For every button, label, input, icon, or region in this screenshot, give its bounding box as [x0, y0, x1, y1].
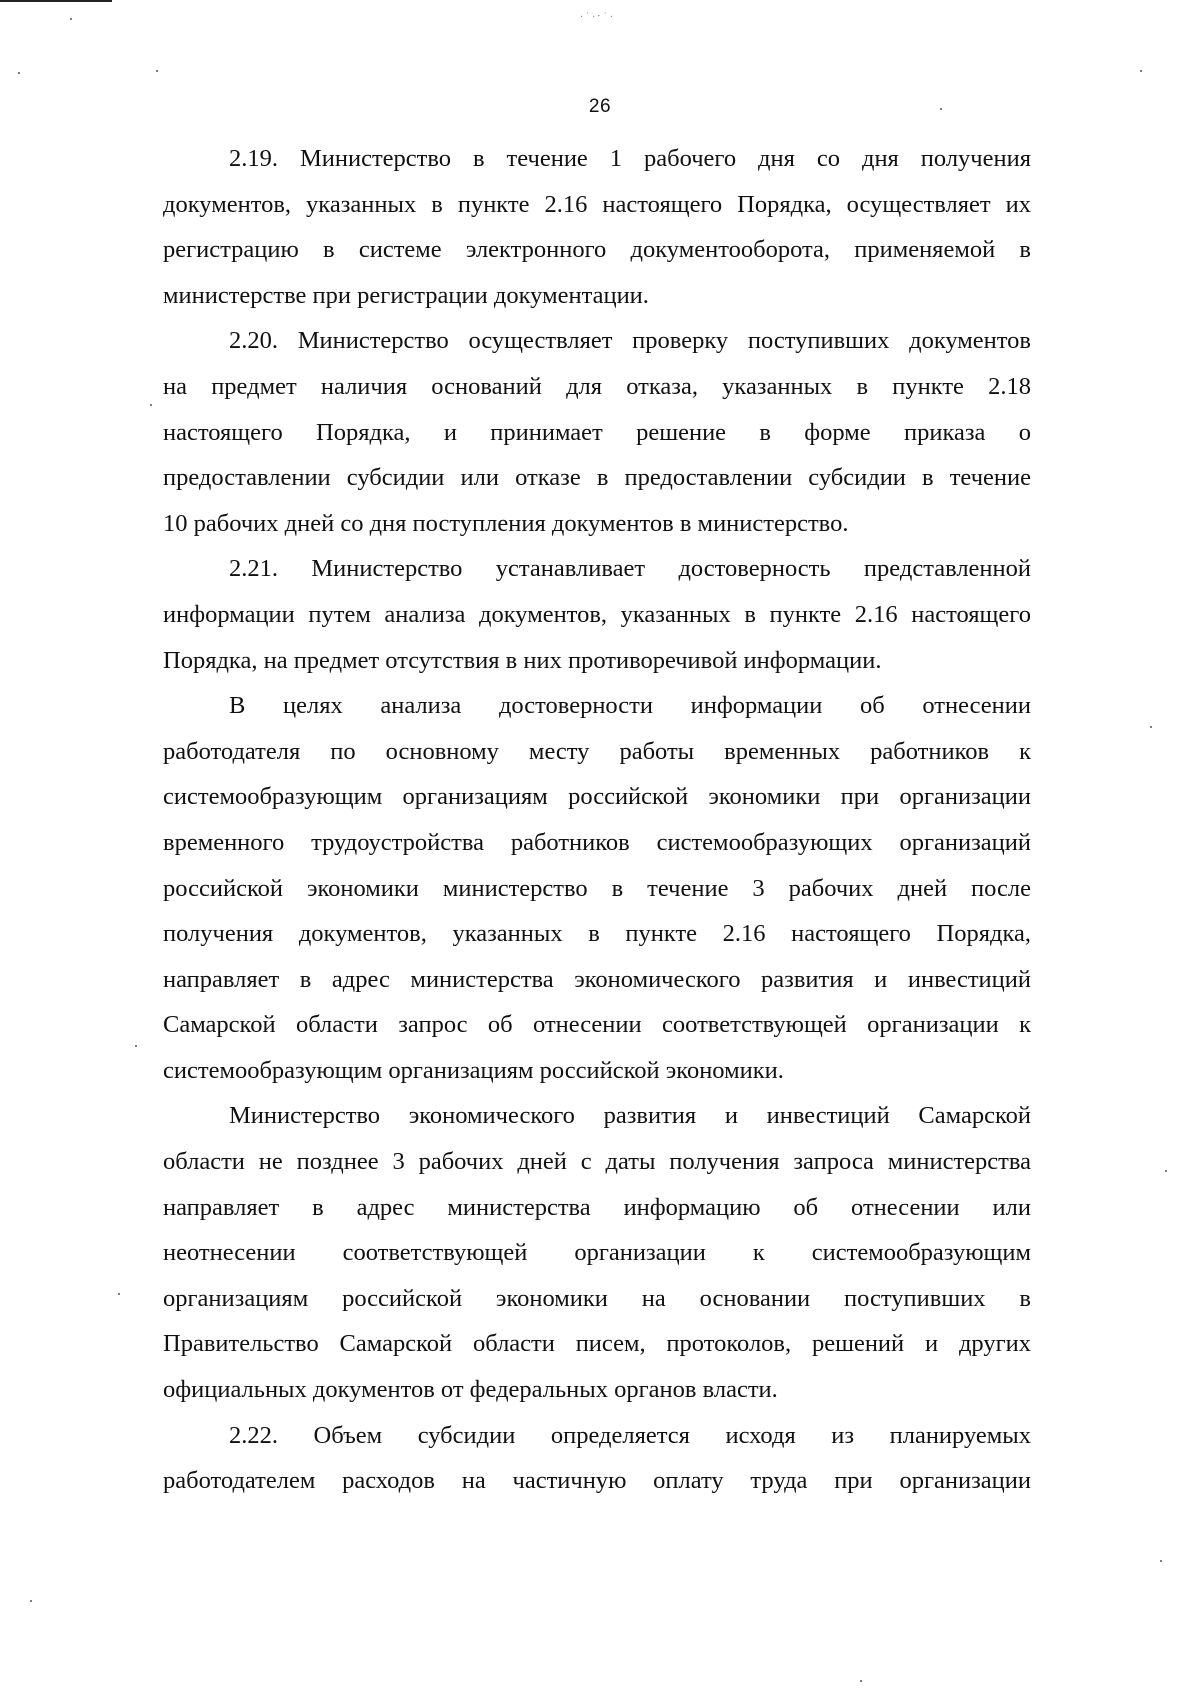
text-line: работодателем расходов на частичную оплату труда при организации [163, 1467, 1031, 1495]
text-line: системообразующим организациям российской экономики при организации [163, 783, 1031, 811]
paragraph-2-21 [163, 546, 1031, 683]
text-line: документов, указанных в пункте 2.16 настоящего Порядка, осуществляет их [163, 190, 1031, 218]
text-line: системообразующим организациям российской экономики. [163, 1056, 784, 1084]
text-line: официальных документов от федеральных органов власти. [163, 1376, 778, 1404]
paragraph-2-20 [163, 318, 1031, 546]
scan-speck [18, 72, 20, 74]
text-line: 2.19. Министерство в течение 1 рабочего дня со дня получения [229, 145, 1031, 172]
paragraph-analysis [163, 683, 1031, 1093]
scan-artifact: ·˙·ˑ˙· [580, 12, 615, 23]
page-number: 26 [588, 96, 612, 117]
scan-speck [1165, 1170, 1167, 1172]
text-line: 2.22. Объем субсидии определяется исходя из планируемых [229, 1421, 1031, 1449]
text-line: работодателя по основному месту работы временных работников к [163, 737, 1031, 765]
scan-speck [135, 1045, 137, 1047]
paragraph-ministry-response [163, 1093, 1031, 1412]
scan-speck [860, 1680, 862, 1682]
text-line: Порядка, на предмет отсутствия в них противоречивой информации. [163, 646, 882, 674]
text-line: информации путем анализа документов, указанных в пункте 2.16 настоящего [163, 600, 1031, 628]
scan-speck [1140, 70, 1142, 72]
text-line: 10 рабочих дней со дня поступления документов в министерство. [163, 509, 849, 537]
document-body [163, 136, 1031, 1504]
paragraph-2-19 [163, 136, 1031, 318]
scan-speck [940, 108, 942, 110]
text-line: Министерство экономического развития и инвестиций Самарской [229, 1102, 1031, 1130]
text-line: временного трудоустройства работников системообразующих организаций [163, 828, 1031, 856]
scan-speck [150, 404, 152, 406]
text-line: российской экономики министерство в течение 3 рабочих дней после [163, 874, 1031, 902]
text-line: Правительство Самарской области писем, протоколов, решений и других [163, 1330, 1031, 1358]
text-line: 2.21. Министерство устанавливает достоверность представленной [229, 555, 1031, 583]
scan-speck [1150, 726, 1152, 728]
scan-speck [118, 1293, 120, 1295]
text-line: 2.20. Министерство осуществляет проверку поступивших документов [229, 327, 1031, 355]
text-line: неотнесении соответствующей организации к системообразующим [163, 1239, 1031, 1267]
text-line: направляет в адрес министерства экономического развития и инвестиций [163, 965, 1031, 993]
text-line: регистрацию в системе электронного документооборота, применяемой в [163, 236, 1031, 264]
text-line: на предмет наличия оснований для отказа, указанных в пункте 2.18 [163, 372, 1031, 400]
text-line: организациям российской экономики на основании поступивших в [163, 1284, 1031, 1312]
text-line: направляет в адрес министерства информацию об отнесении или [163, 1193, 1031, 1221]
text-line: настоящего Порядка, и принимает решение в форме приказа о [163, 418, 1031, 446]
text-line: В целях анализа достоверности информации об отнесении [229, 692, 1031, 720]
scan-speck [1160, 1560, 1162, 1562]
scan-speck [30, 1600, 32, 1602]
scan-edge-mark [0, 0, 112, 2]
scan-speck [156, 70, 158, 72]
paragraph-2-22 [163, 1413, 1031, 1504]
text-line: получения документов, указанных в пункте 2.16 настоящего Порядка, [163, 920, 1031, 948]
text-line: области не позднее 3 рабочих дней с даты получения запроса министерства [163, 1148, 1031, 1176]
text-line: Самарской области запрос об отнесении соответствующей организации к [163, 1011, 1031, 1039]
text-line: предоставлении субсидии или отказе в предоставлении субсидии в течение [163, 464, 1031, 492]
text-line: министерстве при регистрации документации. [163, 281, 649, 309]
scan-speck [70, 18, 72, 20]
